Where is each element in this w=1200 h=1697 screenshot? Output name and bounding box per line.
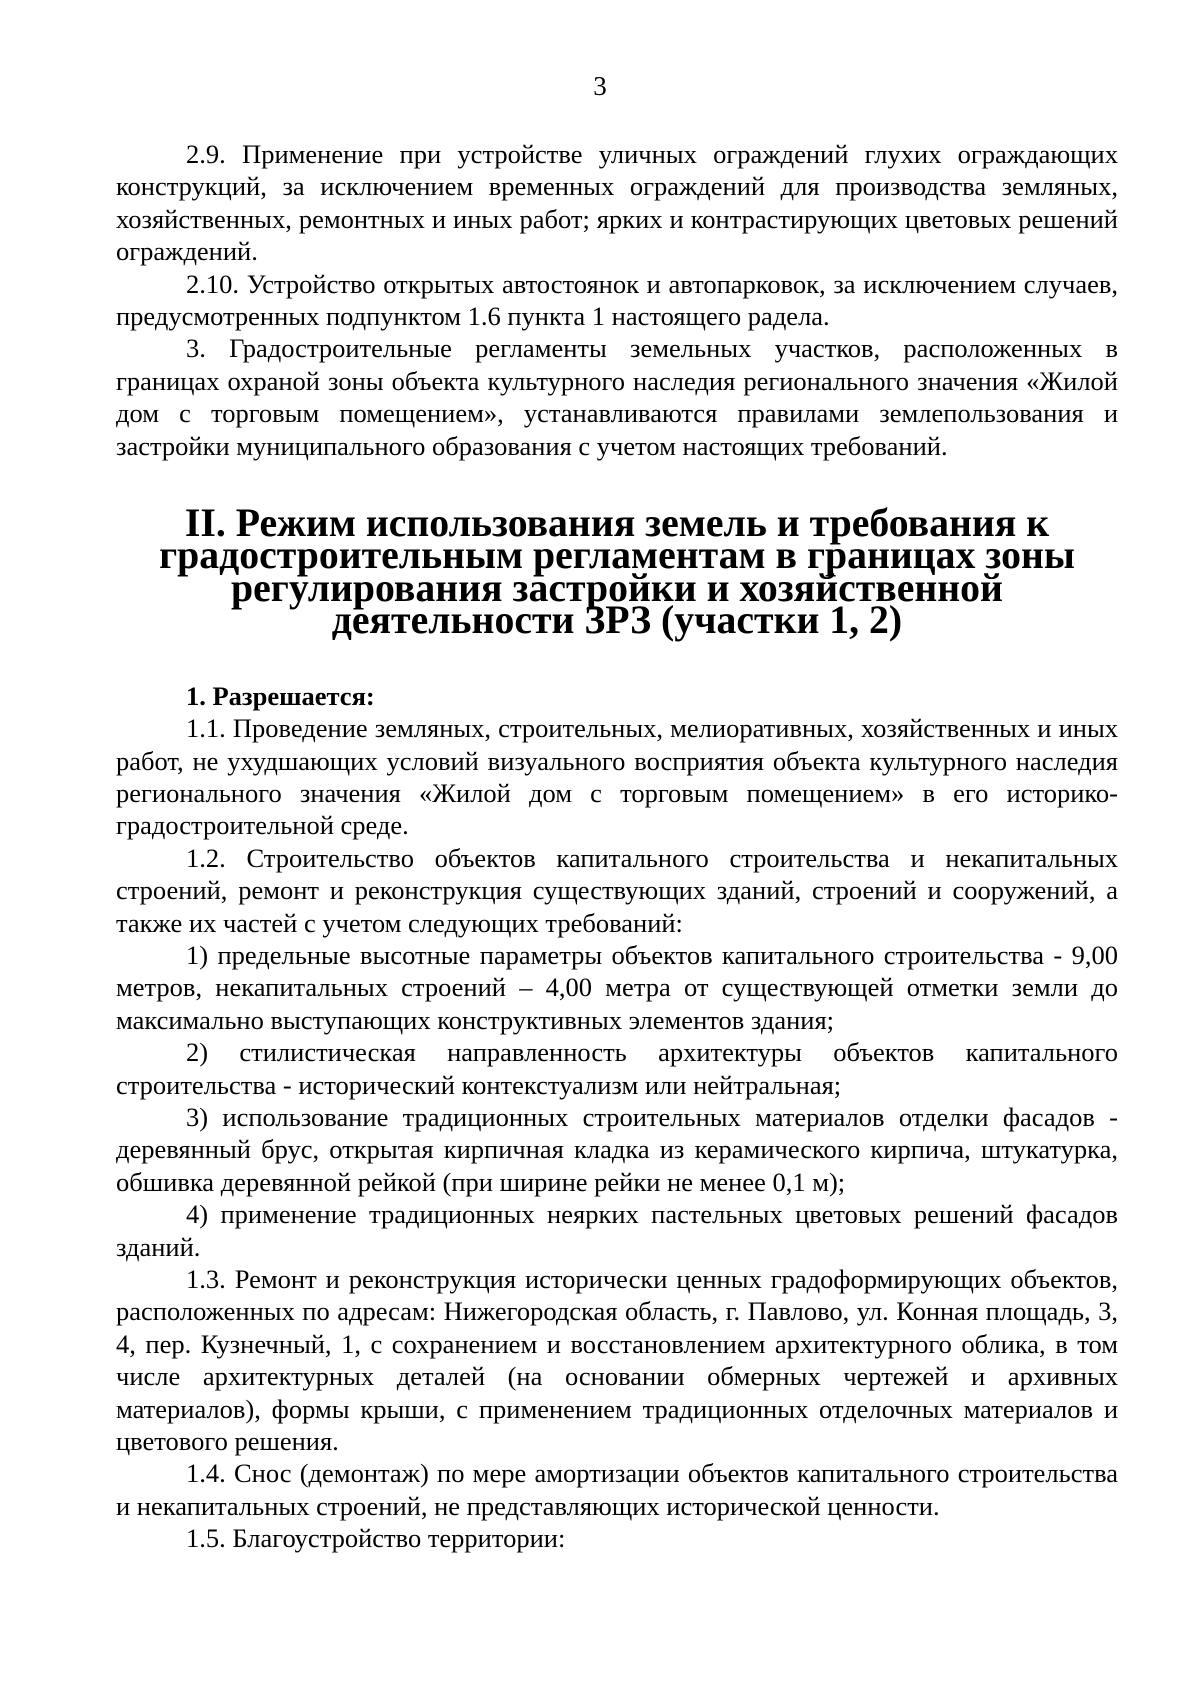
list-item-1: 1) предельные высотные параметры объектов капитального строительства - 9,00 метров, некапитальных строений – 4,00 метра от существующей отметки земли до максимально выступающих конструктивных элементов здания;: [116, 939, 1118, 1035]
document-body: [116, 138, 1118, 1555]
paragraph-1-5: 1.5. Благоустройство территории:: [186, 1523, 566, 1554]
paragraph-2-9: 2.9. Применение при устройстве уличных ограждений глухих ограждающих конструкций, за исключением временных ограждений для производства земляных, хозяйственных, ремонтных и иных работ; ярких и контрастирующих цветовых решений ограждений.: [116, 139, 1118, 267]
paragraph-1-4: 1.4. Снос (демонтаж) по мере амортизации объектов капитального строительства и некапитальных строений, не представляющих исторической ценности.: [116, 1458, 1118, 1521]
paragraph-1-1: 1.1. Проведение земляных, строительных, мелиоративных, хозяйственных и иных работ, не ухудшающих условий визуального восприятия объекта культурного наследия регионального значения «Жилой дом с торговым помещением» в его историко-градостроительной среде.: [116, 713, 1118, 841]
section-heading: II. Режим использования земель и требования к градостроительным регламентам в границах зоны регулирования застройки и хозяйственной деятельности ЗРЗ (участки 1, 2): [159, 501, 1075, 643]
paragraph-3: 3. Градостроительные регламенты земельных участков, расположенных в границах охраной зоны объекта культурного наследия регионального значения «Жилой дом с торговым помещением», устанавливаются правилами землепользования и застройки муниципального образования с учетом настоящих требований.: [116, 333, 1118, 461]
list-item-2: 2) стилистическая направленность архитектуры объектов капитального строительства - исторический контекстуализм или нейтральная;: [116, 1037, 1118, 1100]
subheading-permitted: 1. Разрешается:: [186, 680, 375, 711]
list-item-3: 3) использование традиционных строительных материалов отделки фасадов - деревянный брус, открытая кирпичная кладка из керамического кирпича, штукатурка, обшивка деревянной рейкой (при ширине рейки не менее 0,1 м);: [116, 1101, 1118, 1197]
paragraph-2-10: 2.10. Устройство открытых автостоянок и автопарковок, за исключением случаев, предусмотренных подпунктом 1.6 пункта 1 настоящего радела.: [116, 268, 1118, 332]
list-item-4: 4) применение традиционных неярких пастельных цветовых решений фасадов зданий.: [116, 1199, 1118, 1262]
page-number: 3: [593, 71, 607, 101]
paragraph-1-3: 1.3. Ремонт и реконструкция исторически ценных градоформирующих объектов, расположенных по адресам: Нижегородская область, г. Павлово, ул. Конная площадь, 3, 4, пер. Кузнечный, 1, с сохранением и восстановлением архитектурного облика, в том числе архитектурных деталей (на основании обмерных чертежей и архивных материалов), формы крыши, с применением традиционных отделочных материалов и цветового решения.: [116, 1264, 1118, 1457]
paragraph-1-2: 1.2. Строительство объектов капитального строительства и некапитальных строений, ремонт и реконструкция существующих зданий, строений и сооружений, а также их частей с учетом следующих требований:: [116, 842, 1118, 938]
